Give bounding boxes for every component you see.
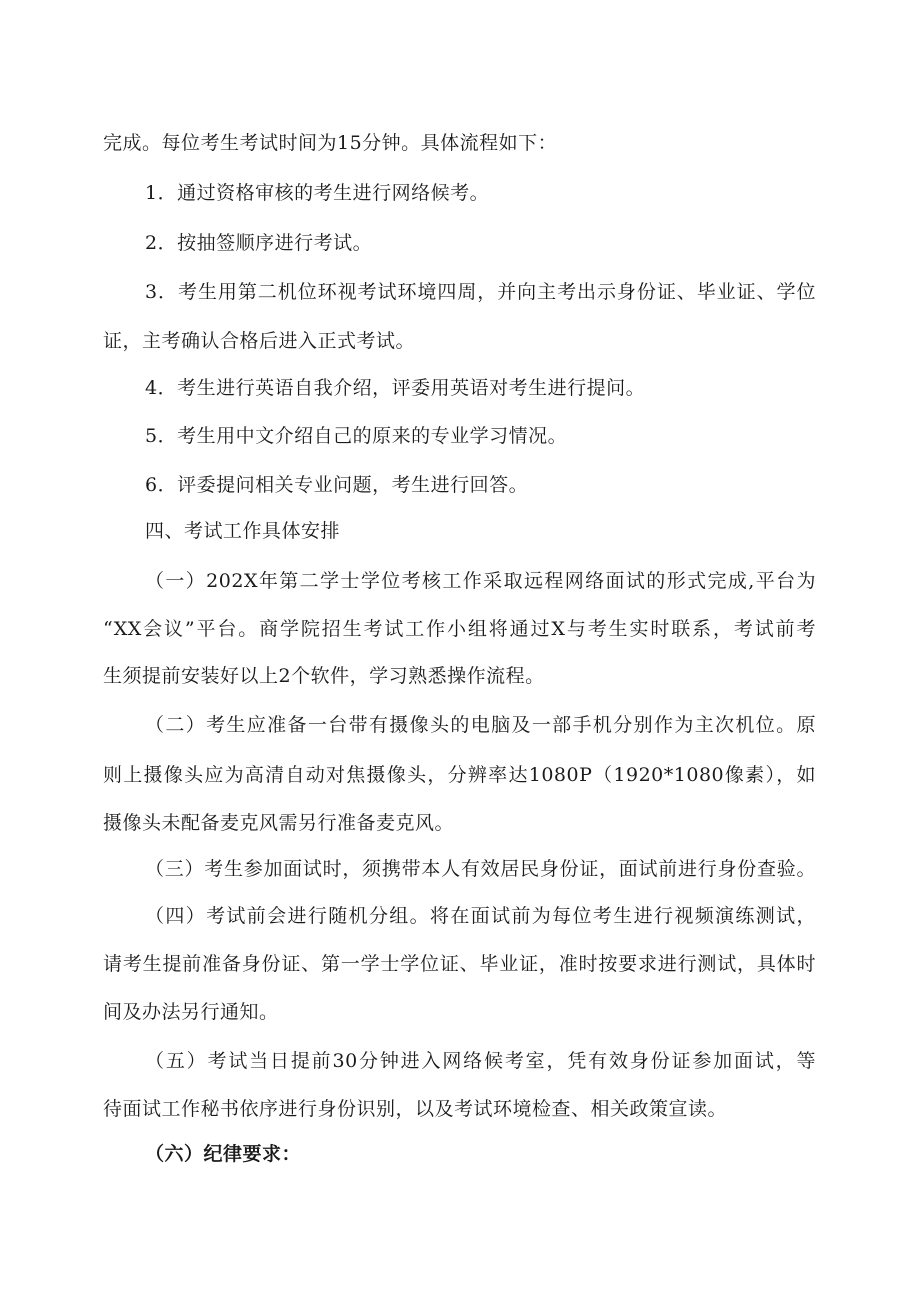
section-heading: （六）纪律要求：	[145, 1143, 302, 1165]
paragraph-line: 2．按抽签顺序进行考试。	[145, 232, 373, 254]
paragraph-line: 4．考生进行英语自我介绍，评委用英语对考生进行提问。	[145, 377, 646, 399]
paragraph-line: 5．考生用中文介绍自己的原来的专业学习情况。	[145, 425, 568, 447]
paragraph-line: （四）考试前会进行随机分组。将在面试前为每位考生进行视频演练测试，	[145, 905, 816, 927]
paragraph-line: 6．评委提问相关专业问题，考生进行回答。	[145, 474, 529, 496]
paragraph-line: 3．考生用第二机位环视考试环境四周，并向主考出示身份证、毕业证、学位	[145, 281, 816, 303]
paragraph-line: 间及办法另行通知。	[103, 1001, 279, 1023]
paragraph-line: 证，主考确认合格后进入正式考试。	[103, 330, 416, 352]
paragraph-line: 摄像头未配备麦克风需另行准备麦克风。	[103, 812, 455, 834]
paragraph-line: “XX会议”平台。商学院招生考试工作小组将通过X与考生实时联系，考试前考	[103, 618, 816, 640]
paragraph-line: 1．通过资格审核的考生进行网络候考。	[145, 182, 490, 204]
paragraph-line: （二）考生应准备一台带有摄像头的电脑及一部手机分别作为主次机位。原	[145, 714, 816, 736]
paragraph-line: 请考生提前准备身份证、第一学士学位证、毕业证，准时按要求进行测试，具体时	[103, 953, 816, 975]
paragraph-line: 待面试工作秘书依序进行身份识别，以及考试环境检查、相关政策宣读。	[103, 1098, 728, 1120]
paragraph-line: 生须提前安装好以上2个软件，学习熟悉操作流程。	[103, 665, 545, 687]
paragraph-line: （五）考试当日提前30分钟进入网络候考室，凭有效身份证参加面试，等	[145, 1050, 816, 1072]
paragraph-line: 则上摄像头应为高清自动对焦摄像头，分辨率达1080P（1920*1080像素），如	[103, 764, 816, 786]
paragraph-line: 完成。每位考生考试时间为15分钟。具体流程如下：	[103, 132, 558, 154]
paragraph-line: （三）考生参加面试时，须携带本人有效居民身份证，面试前进行身份查验。	[145, 858, 816, 880]
section-heading: 四、考试工作具体安排	[145, 520, 341, 542]
paragraph-line: （一）202X年第二学士学位考核工作采取远程网络面试的形式完成,平台为	[145, 570, 816, 592]
